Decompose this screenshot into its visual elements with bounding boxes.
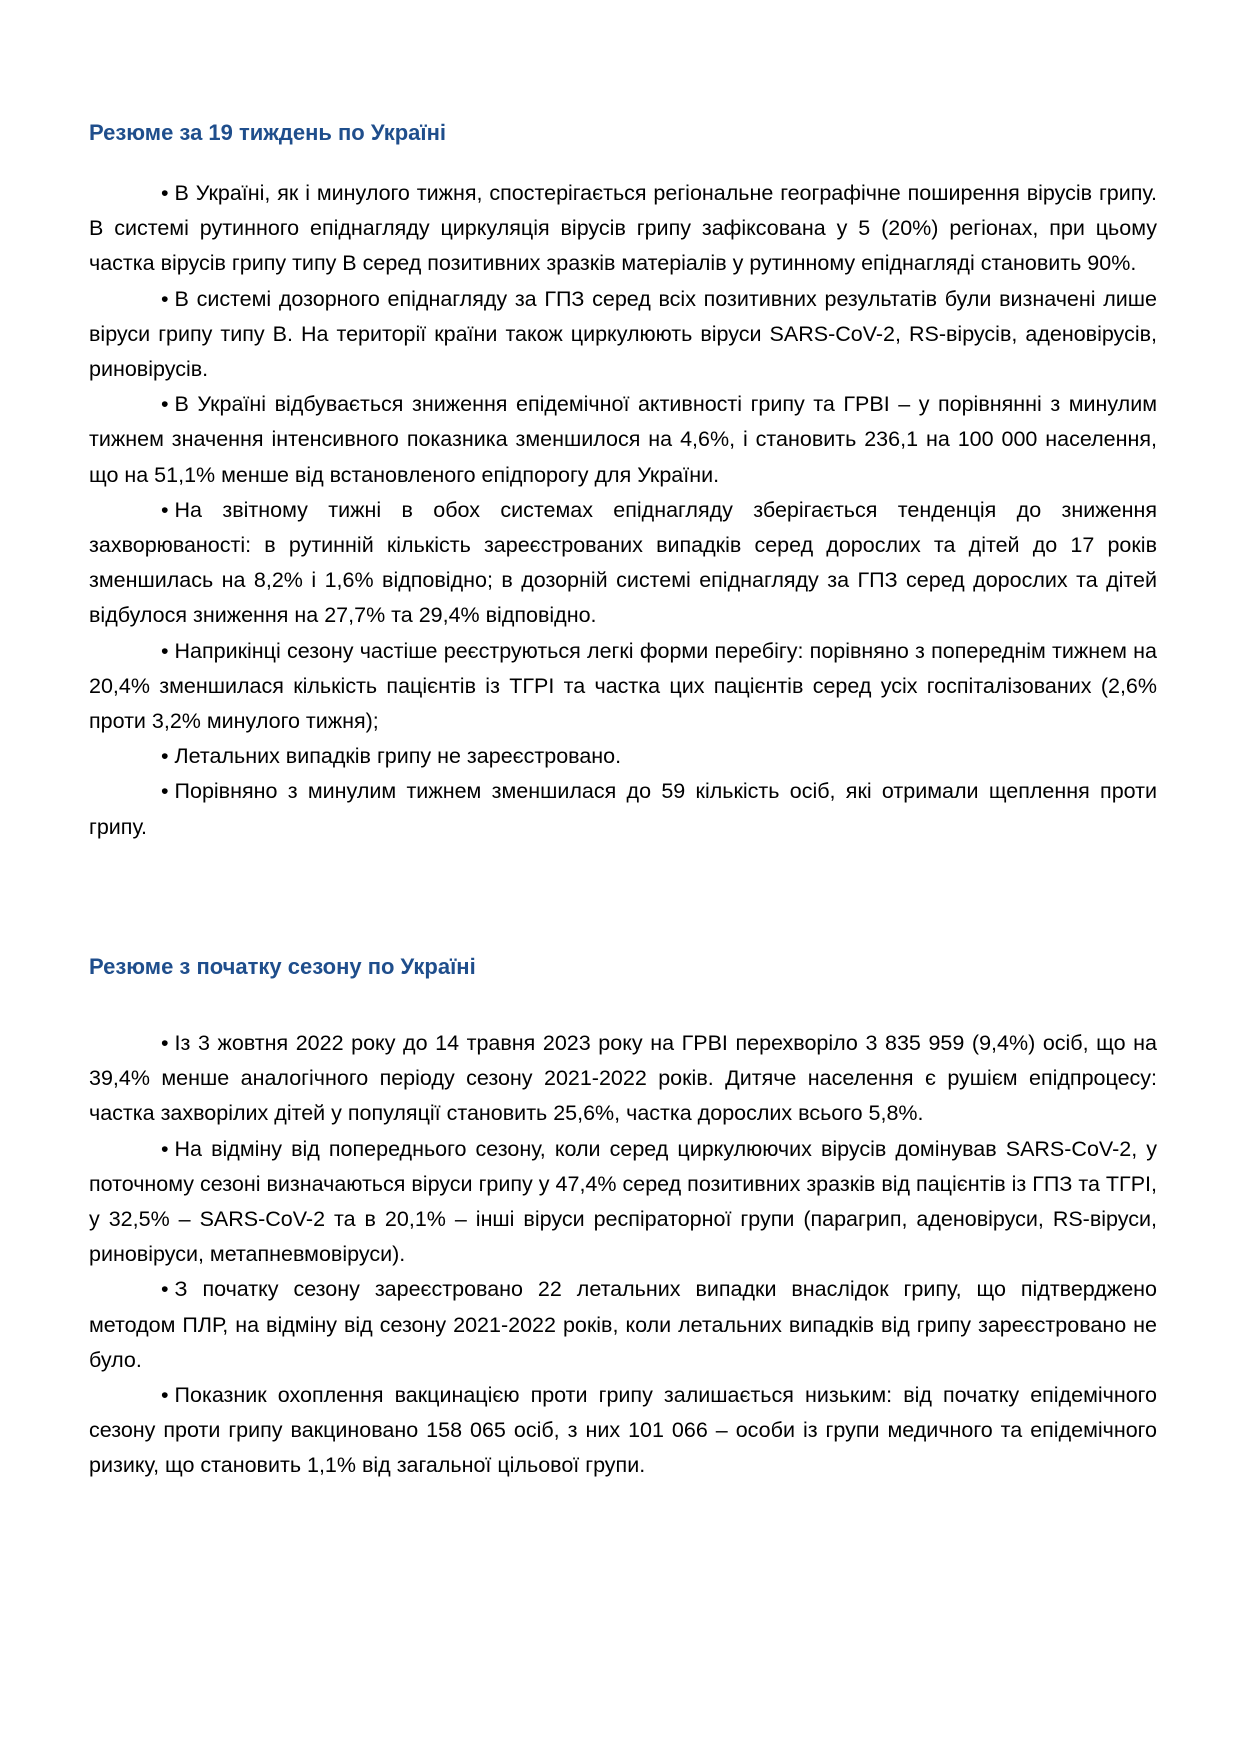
bullet-paragraph [89,282,1157,388]
bullet-icon: • [161,286,169,311]
bullet-paragraph [89,176,1157,282]
bullet-paragraph [89,1272,1157,1378]
section-season-summary [89,952,1157,1484]
bullet-paragraph [89,739,1157,774]
paragraph-text: Порівняно з минулим тижнем зменшилася до 59 кількість осіб, які отримали щеплення проти грипу. [89,779,1157,839]
bullet-paragraph [89,387,1157,493]
bullet-icon: • [161,1383,169,1408]
section-heading: Резюме за 19 тиждень по Україні [89,120,446,145]
bullet-paragraph [89,493,1157,634]
bullet-icon: • [161,779,169,804]
bullet-paragraph [89,634,1157,740]
paragraph-text: Із 3 жовтня 2022 року до 14 травня 2023 року на ГРВІ перехворіло 3 835 959 (9,4%) осіб, що на 39,4% менше аналогічного періоду сезону 2021-2022 років. Дитяче населення є рушієм епідпроцесу: частка захворілих дітей у популяції становить 25,6%, частка дорослих всього 5,8%. [89,1031,1157,1126]
paragraph-text: В Україні, як і минулого тижня, спостерігається регіональне географічне поширення вірусів грипу. В системі рутинного епіднагляду циркуляція вірусів грипу зафіксована у 5 (20%) регіонах, при цьому частка вірусів грипу типу В серед позитивних зразків матеріалів у рутинному епіднагляді становить 90%. [89,181,1157,276]
bullet-icon: • [161,497,169,522]
bullet-icon: • [161,1031,169,1055]
bullet-paragraph [89,774,1157,844]
paragraph-text: На відміну від попереднього сезону, коли серед циркулюючих вірусів домінував SARS-CoV-2, у поточному сезоні визначаються віруси грипу у 47,4% серед позитивних зразків від пацієнтів із ГПЗ та ТГРІ, у 32,5% – SARS-CoV-2 та в 20,1% – інші віруси респіраторної групи (парагрип, аденовіруси, RS-віруси, риновіруси, метапневмовіруси). [89,1136,1157,1267]
bullet-icon: • [161,638,169,663]
paragraph-text: На звітному тижні в обох системах епіднагляду зберігається тенденція до зниження захворюваності: в рутинній кількість зареєстрованих випадків серед дорослих та дітей до 17 років зменшилась на 8,2% і 1,6% відповідно; в дозорній системі епіднагляду за ГПЗ серед дорослих та дітей відбулося зниження на 27,7% та 29,4% відповідно. [89,497,1157,628]
bullet-paragraph [89,1378,1157,1484]
paragraph-text: Наприкінці сезону частіше реєструються легкі форми перебігу: порівняно з попереднім тижнем на 20,4% зменшилася кількість пацієнтів із ТГРІ та частка цих пацієнтів серед усіх госпіталізованих (2,6% проти 3,2% минулого тижня); [89,638,1157,734]
paragraph-text: Показник охоплення вакцинацією проти грипу залишається низьким: від початку епідемічного сезону проти грипу вакциновано 158 065 осіб, з них 101 066 – особи із групи медичного та епідемічного ризику, що становить 1,1% від загальної цільової групи. [89,1383,1157,1478]
section-heading: Резюме з початку сезону по Україні [89,954,476,979]
paragraph-text: В Україні відбувається зниження епідемічної активності грипу та ГРВІ – у порівнянні з минулим тижнем значення інтенсивного показника зменшилося на 4,6%, і становить 236,1 на 100 000 населення, що на 51,1% менше від встановленого епідпорогу для України. [89,392,1157,487]
paragraph-text: В системі дозорного епіднагляду за ГПЗ серед всіх позитивних результатів були визначені лише віруси грипу типу В. На території країни також циркулюють віруси SARS-CoV-2, RS-вірусів, аденовірусів, риновірусів. [89,286,1157,382]
section-week-summary [89,118,1157,845]
bullet-icon: • [161,181,169,205]
paragraph-text: Летальних випадків грипу не зареєстровано. [174,744,622,769]
bullet-paragraph [89,1026,1157,1132]
bullet-paragraph [89,1132,1157,1273]
bullet-icon: • [161,1277,169,1302]
bullet-icon: • [161,392,169,417]
bullet-icon: • [161,744,169,769]
paragraph-text: З початку сезону зареєстровано 22 летальних випадки внаслідок грипу, що підтверджено методом ПЛР, на відміну від сезону 2021-2022 років, коли летальних випадків від грипу зареєстровано не було. [89,1277,1157,1372]
bullet-icon: • [161,1136,169,1161]
